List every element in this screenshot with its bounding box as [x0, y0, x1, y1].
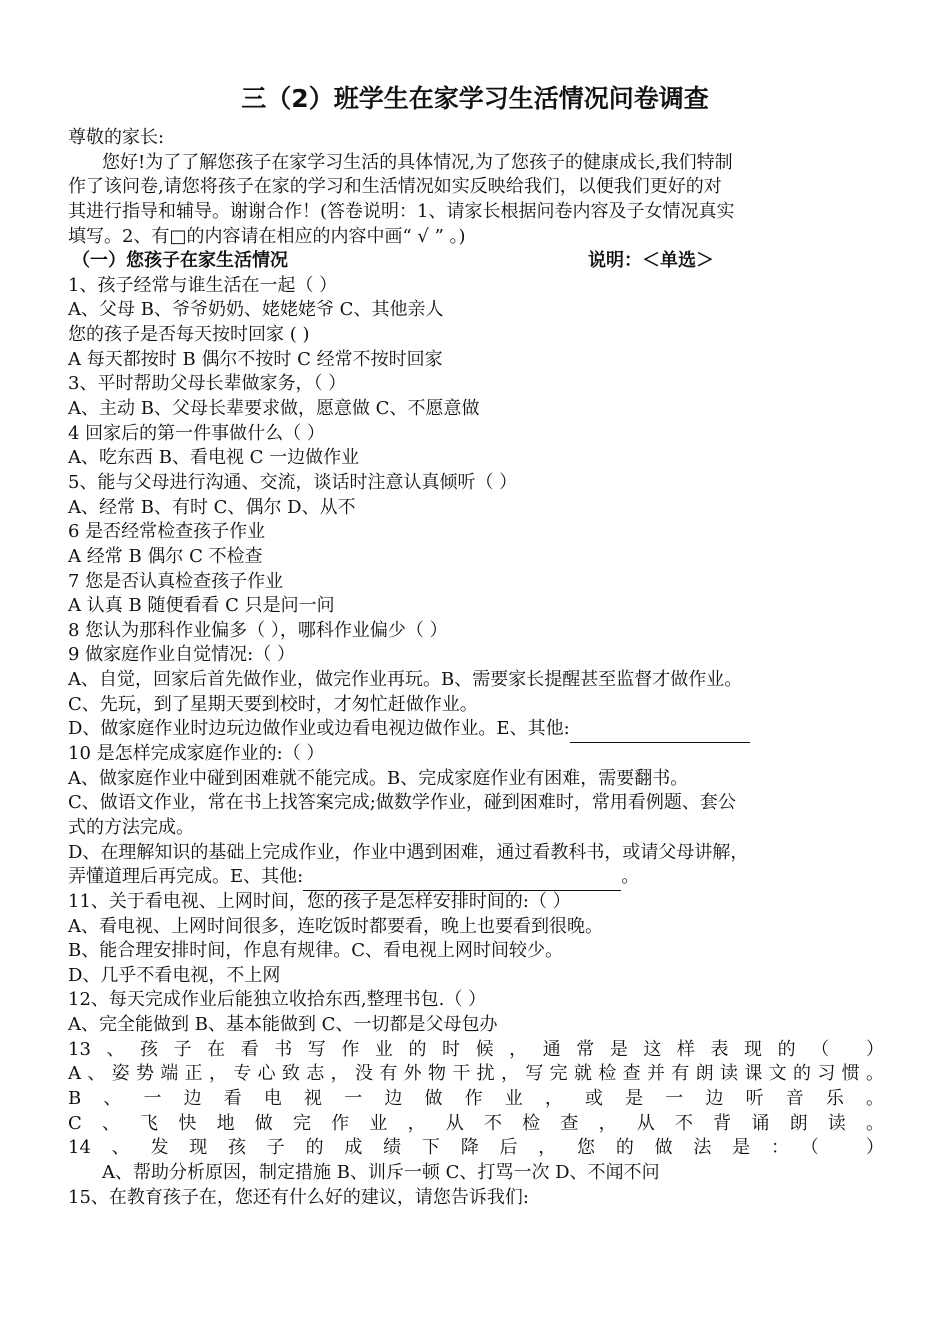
question-13: 13、孩子在看书写作业的时候，通常是这样表现的（ ） [68, 1038, 884, 1060]
question-2: 您的孩子是否每天按时回家 ( ) [68, 324, 310, 346]
question-3: 3、平时帮助父母长辈做家务，（ ） [68, 373, 347, 395]
options-5: A、经常 B、有时 C、偶尔 D、从不 [68, 496, 356, 518]
options-9 [68, 717, 884, 742]
options-7: A 认真 B 随便看看 C 只是问一问 [68, 595, 335, 617]
question-6: 6 是否经常检查孩子作业 [68, 521, 266, 543]
options-10: D、在理解知识的基础上完成作业，作业中遇到困难，通过看教科书，或请父母讲解， [68, 841, 749, 863]
answer-blank[interactable] [570, 717, 750, 743]
option-text: 弄懂道理后再完成。E、其他: [68, 866, 304, 888]
options-11: D、几乎不看电视，不上网 [68, 964, 281, 986]
question-11: 11、关于看电视、上网时间，您的孩子是怎样安排时间的:（ ） [68, 890, 571, 912]
intro-line: 其进行指导和辅导。谢谢合作！(答卷说明：1、请家长根据问卷内容及子女情况真实 [68, 200, 735, 222]
options-12: A、完全能做到 B、基本能做到 C、一切都是父母包办 [68, 1014, 498, 1036]
options-2: A 每天都按时 B 偶尔不按时 C 经常不按时回家 [68, 348, 443, 370]
section-heading: （一）您孩子在家生活情况 [72, 250, 288, 272]
intro-line: 填写。2、有□的内容请在相应的内容中画“ √ ” 。) [68, 225, 466, 247]
intro-line: 作了该问卷,请您将孩子在家的学习和生活情况如实反映给我们，以便我们更好的对 [68, 176, 722, 198]
options-13: A、姿势端正，专心致志，没有外物干扰，写完就检查并有朗读课文的习惯。 [68, 1063, 884, 1085]
option-text: D、做家庭作业时边玩边做作业或边看电视边做作业。E、其他: [68, 718, 570, 740]
question-10: 10 是怎样完成家庭作业的:（ ） [68, 743, 325, 765]
question-15: 15、在教育孩子在，您还有什么好的建议，请您告诉我们: [68, 1186, 529, 1208]
options-11: A、看电视、上网时间很多，连吃饭时都要看，晚上也要看到很晚。 [68, 915, 603, 937]
options-9: C、先玩，到了星期天要到校时，才匆忙赶做作业。 [68, 693, 478, 715]
question-4: 4 回家后的第一件事做什么（ ） [68, 422, 325, 444]
options-10: C、做语文作业，常在书上找答案完成;做数学作业，碰到困难时，常用看例题、套公 [68, 792, 736, 814]
options-11: B、能合理安排时间，作息有规律。C、看电视上网时间较少。 [68, 940, 563, 962]
options-10: A、做家庭作业中碰到困难就不能完成。B、完成家庭作业有困难，需要翻书。 [68, 767, 689, 789]
options-13: C、飞快地做完作业，从不检查，从不背诵朗读。 [68, 1112, 884, 1134]
period: 。 [621, 866, 640, 888]
options-10: 式的方法完成。 [68, 816, 194, 838]
intro-line: 您好!为了了解您孩子在家学习生活的具体情况,为了您孩子的健康成长,我们特制 [102, 151, 733, 173]
question-7: 7 您是否认真检查孩子作业 [68, 570, 284, 592]
question-8: 8 您认为那科作业偏多（ ），哪科作业偏少（ ） [68, 619, 448, 641]
section-header [68, 249, 884, 274]
options-14: A、帮助分析原因，制定措施 B、训斥一顿 C、打骂一次 D、不闻不问 [102, 1161, 660, 1183]
options-1: A、父母 B、爷爷奶奶、姥姥姥爷 C、其他亲人 [68, 299, 444, 321]
section-note: 说明：＜单选＞ [588, 250, 714, 272]
question-9: 9 做家庭作业自觉情况:（ ） [68, 644, 295, 666]
options-4: A、吃东西 B、看电视 C 一边做作业 [68, 447, 360, 469]
question-5: 5、能与父母进行沟通、交流，谈话时注意认真倾听（ ） [68, 471, 518, 493]
options-10 [68, 865, 884, 890]
question-1: 1、孩子经常与谁生活在一起（ ） [68, 274, 338, 296]
options-9: A、自觉，回家后首先做作业，做完作业再玩。B、需要家长提醒甚至监督才做作业。 [68, 669, 743, 691]
document-body [68, 126, 884, 1210]
greeting: 尊敬的家长: [68, 127, 165, 148]
question-12: 12、每天完成作业后能独立收拾东西,整理书包.（ ） [68, 989, 487, 1011]
answer-blank[interactable] [303, 865, 621, 891]
options-3: A、主动 B、父母长辈要求做，愿意做 C、不愿意做 [68, 398, 480, 420]
page-title: 三（2）班学生在家学习生活情况问卷调查 [241, 84, 709, 113]
options-13: B、一边看电视一边做作业，或是一边听音乐。 [68, 1087, 884, 1109]
question-14: 14、发现孩子的成绩下降后，您的做法是：（ ） [68, 1137, 884, 1159]
options-6: A 经常 B 偶尔 C 不检查 [68, 545, 263, 567]
